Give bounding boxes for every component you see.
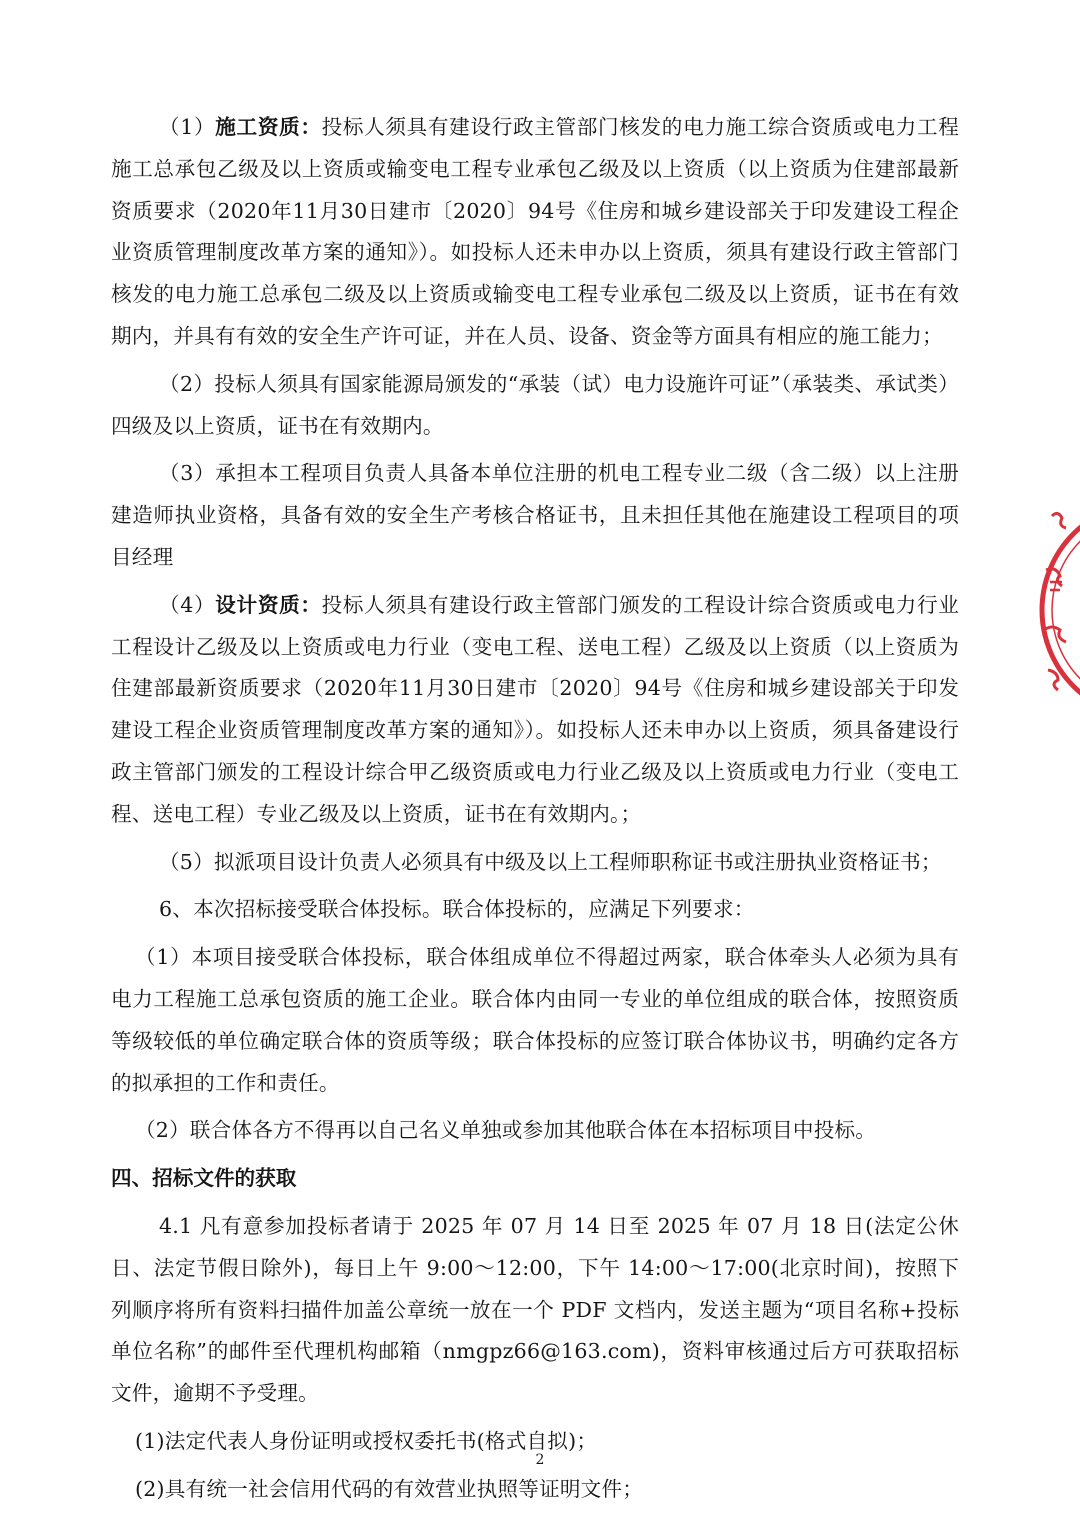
paragraph-design-qualification: [111, 585, 959, 836]
item-number: （2）: [135, 1118, 190, 1143]
paragraph-consortium-rule-2: [111, 1110, 959, 1152]
item-number: (2): [135, 1476, 165, 1501]
paragraph-consortium-intro: [111, 889, 959, 931]
item-number: 6、: [159, 897, 194, 922]
paragraph-text: 承担本工程项目负责人具备本单位注册的机电工程专业二级（含二级）以上注册建造师执业资格，具备有效的安全生产考核合格证书，且未担任其他在施建设工程项目的项目经理: [111, 461, 959, 569]
paragraph-text: 投标人须具有建设行政主管部门颁发的工程设计综合资质或电力行业工程设计乙级及以上资质或电力行业（变电工程、送电工程）乙级及以上资质（以上资质为住建部最新资质要求（2020年11月30日建市〔2020〕94号《住房和城乡建设部关于印发建设工程企业资质管理制度改革方案的通知》）。如投标人还未申办以上资质，须具备建设行政主管部门颁发的工程设计综合甲乙级资质或电力行业乙级及以上资质或电力行业（变电工程、送电工程）专业乙级及以上资质，证书在有效期内。；: [111, 592, 960, 826]
seal-stamp-partial: [1030, 490, 1080, 730]
paragraph-text: 本项目接受联合体投标，联合体组成单位不得超过两家，联合体牵头人必须为具有电力工程施工总承包资质的施工企业。联合体内由同一专业的单位组成的联合体，按照资质等级较低的单位确定联合体的资质等级；联合体投标的应签订联合体协议书，明确约定各方的拟承担的工作和责任。: [111, 945, 959, 1095]
paragraph-obtain-documents: [111, 1206, 959, 1415]
paragraph-text: 法定代表人身份证明或授权委托书(格式自拟)；: [164, 1428, 598, 1453]
paragraph-design-lead: [111, 842, 959, 884]
item-number: （1）: [135, 945, 192, 970]
paragraph-text: 拟派项目设计负责人必须具有中级及以上工程师职称证书或注册执业资格证书；: [213, 849, 942, 874]
paragraph-text: 投标人须具有建设行政主管部门核发的电力施工综合资质或电力工程施工总承包乙级及以上资质或输变电工程专业承包乙级及以上资质（以上资质为住建部最新资质要求（2020年11月30日建市〔2020〕94号《住房和城乡建设部关于印发建设工程企业资质管理制度改革方案的通知》）。如投标人还未申办以上资质，须具有建设行政主管部门核发的电力施工总承包二级及以上资质或输变电工程专业承包二级及以上资质，证书在有效期内，并具有有效的安全生产许可证，并在人员、设备、资金等方面具有相应的施工能力；: [111, 115, 960, 348]
paragraph-text: 联合体各方不得再以自己名义单独或参加其他联合体在本招标项目中投标。: [189, 1118, 877, 1143]
paragraph-text: 具有统一社会信用代码的有效营业执照等证明文件；: [164, 1476, 644, 1501]
item-number: （1）: [159, 115, 216, 139]
paragraph-text: 本次招标接受联合体投标。联合体投标的，应满足下列要求：: [193, 897, 755, 922]
paragraph-project-manager: [111, 453, 959, 578]
page-number: 2: [535, 1452, 545, 1468]
paragraph-construction-qualification: [111, 107, 959, 358]
item-number: (1): [135, 1428, 165, 1453]
seal-stamp-icon: [1030, 490, 1080, 730]
item-number: （5）: [159, 849, 214, 874]
section-heading: 四、招标文件的获取: [111, 1166, 297, 1191]
paragraph-required-doc-2: [111, 1469, 959, 1511]
paragraph-text: 投标人须具有国家能源局颁发的“承装（试）电力设施许可证”（承装类、承试类）四级及以上资质，证书在有效期内。: [111, 371, 960, 438]
paragraph-power-facility-license: [111, 364, 959, 448]
document-body: [111, 107, 959, 1517]
item-number: （2）: [159, 371, 215, 396]
bold-label: 设计资质：: [215, 592, 322, 617]
item-number: 4.1: [159, 1213, 200, 1238]
paragraph-text: 凡有意参加投标者请于 2025 年 07 月 14 日至 2025 年 07 月 18 日(法定公休日、法定节假日除外)，每日上午 9:00～12:00，下午 14:00～17:00(北京时间)，按照下列顺序将所有资料扫描件加盖公章统一放在一个 PDF 文档内，发送主题为“项目名称+投标单位名称”的邮件至代理机构邮箱（nmgpz66@163.com)，资料审核通过后方可获取招标文件，逾期不予受理。: [111, 1213, 959, 1406]
bold-label: 施工资质：: [215, 115, 322, 139]
item-number: （3）: [159, 461, 216, 486]
item-number: （4）: [159, 592, 216, 617]
paragraph-consortium-rule-1: [111, 937, 959, 1104]
